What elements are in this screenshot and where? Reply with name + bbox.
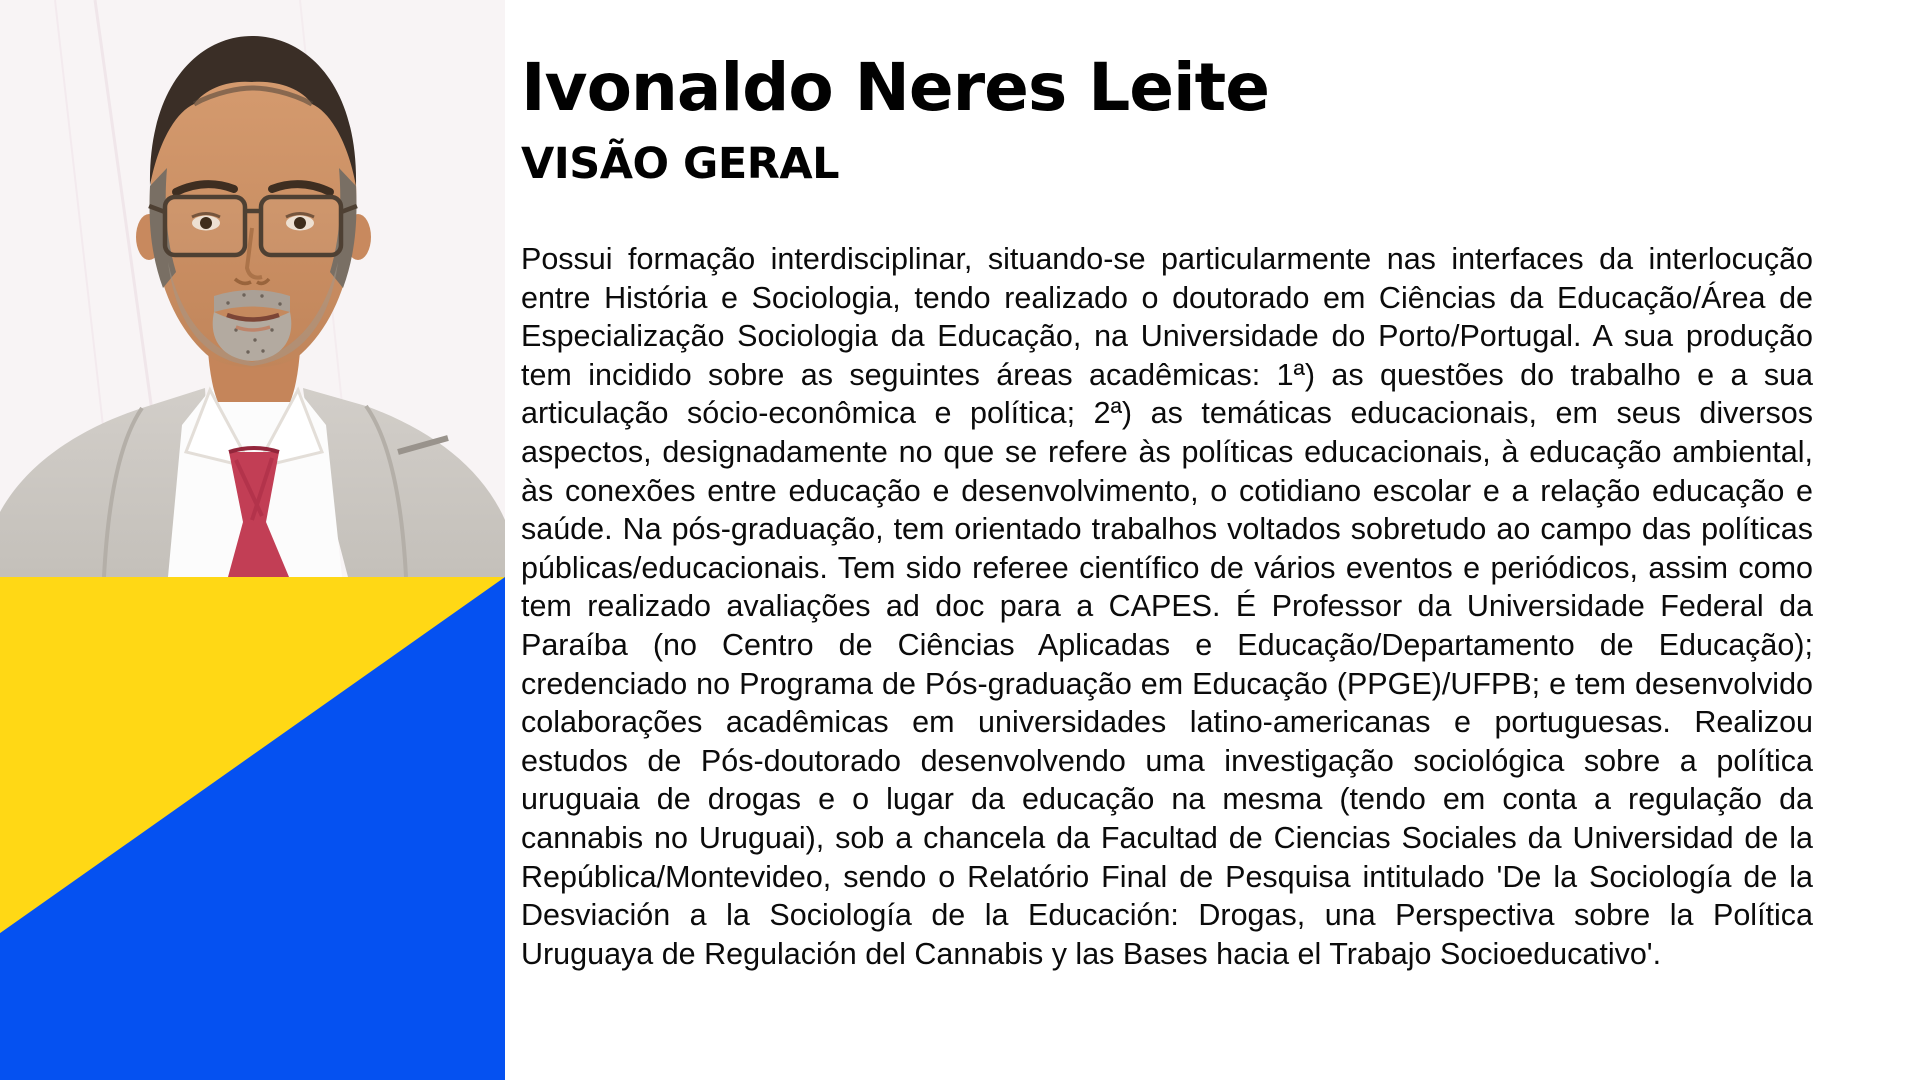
page-title: Ivonaldo Neres Leite: [521, 49, 1269, 126]
decorative-yellow-panel: [0, 577, 505, 1080]
portrait-illustration: [0, 0, 505, 577]
decorative-blue-triangle: [0, 577, 505, 1080]
section-heading: VISÃO GERAL: [521, 139, 840, 189]
profile-content: [521, 0, 1813, 973]
overview-paragraph: Possui formação interdisciplinar, situando-se particularmente nas interfaces da interlocução entre História e Sociologia, tendo realizado o doutorado em Ciências da Educação/Área de Especialização Sociologia da Educação, na Universidade do Porto/Portugal. A sua produção tem incidido sobre as seguintes áreas acadêmicas: 1ª) as questões do trabalho e a sua articulação sócio-econômica e política; 2ª) as temáticas educacionais, em seus diversos aspectos, designadamente no que se refere às políticas educacionais, à educação ambiental, às conexões entre educação e desenvolvimento, o cotidiano escolar e a relação educação e saúde. Na pós-graduação, tem orientado trabalhos voltados sobretudo ao campo das políticas públicas/educacionais. Tem sido referee científico de vários eventos e periódicos, assim como tem realizado avaliações ad doc para a CAPES. É Professor da Universidade Federal da Paraíba (no Centro de Ciências Aplicadas e Educação/Departamento de Educação); credenciado no Programa de Pós-graduação em Educação (PPGE)/UFPB; e tem desenvolvido colaborações acadêmicas em universidades latino-americanas e portuguesas. Realizou estudos de Pós-doutorado desenvolvendo uma investigação sociológica sobre a política uruguaia de drogas e o lugar da educação na mesma (tendo em conta a regulação da cannabis no Uruguai), sob a chancela da Facultad de Ciencias Sociales da Universidad de la República/Montevideo, sendo o Relatório Final de Pesquisa intitulado 'De la Sociología de la Desviación a la Sociología de la Educación: Drogas, una Perspectiva sobre la Política Uruguaya de Regulación del Cannabis y las Bases hacia el Trabajo Socioeducativo'.: [521, 242, 1813, 971]
profile-photo: [0, 0, 505, 577]
